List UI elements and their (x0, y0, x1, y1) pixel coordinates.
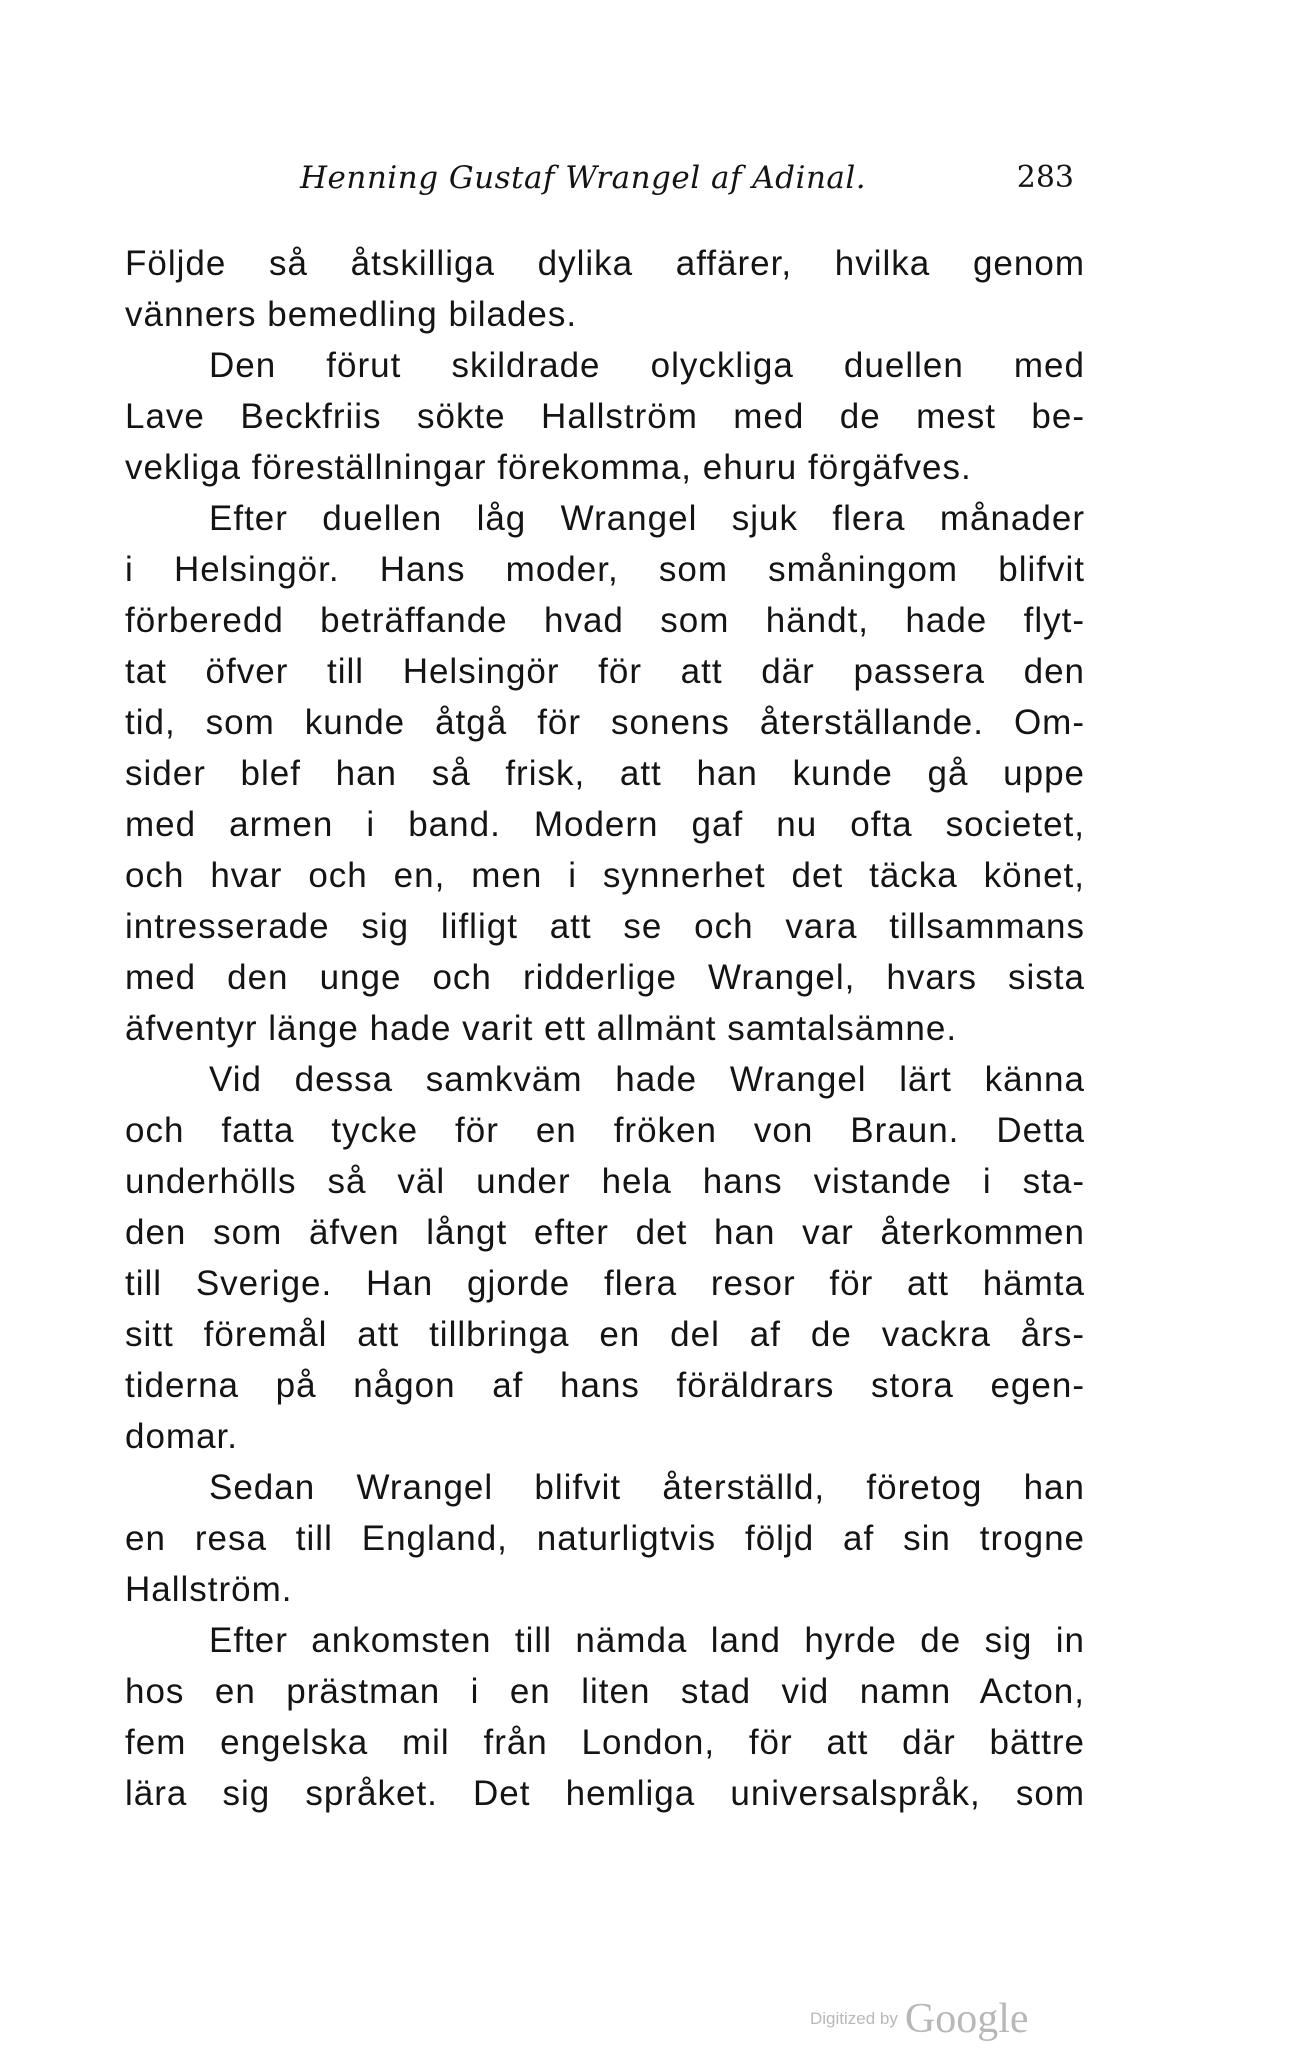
text-line: och hvar och en, men i synnerhet det täcka könet, (125, 856, 1085, 895)
text-line: Den förut skildrade olyckliga duellen med (209, 346, 1085, 385)
text-line: med armen i band. Modern gaf nu ofta societet, (125, 805, 1085, 844)
text-line: intresserade sig lifligt att se och vara tillsammans (125, 907, 1085, 946)
text-line: vekliga föreställningar förekomma, ehuru förgäfves. (125, 448, 972, 487)
body-text (125, 238, 1085, 1819)
text-line: sider blef han så frisk, att han kunde gå uppe (125, 754, 1085, 793)
text-line: och fatta tycke för en fröken von Braun. Detta (125, 1111, 1085, 1150)
text-line: en resa till England, naturligtvis följd af sin trogne (125, 1519, 1085, 1558)
text-line: tiderna på någon af hans föräldrars stora egen- (125, 1366, 1085, 1405)
text-line: till Sverige. Han gjorde flera resor för att hämta (125, 1264, 1085, 1303)
text-line: förberedd beträffande hvad som händt, hade flyt- (125, 601, 1085, 640)
watermark-label: Digitized by (810, 2009, 898, 2028)
text-line: med den unge och ridderlige Wrangel, hvars sista (125, 958, 1085, 997)
text-line: Hallström. (125, 1570, 293, 1609)
text-line: hos en prästman i en liten stad vid namn Acton, (125, 1672, 1085, 1711)
text-line: tat öfver till Helsingör för att där passera den (125, 652, 1085, 691)
text-line: i Helsingör. Hans moder, som småningom blifvit (125, 550, 1085, 589)
text-line: den som äfven långt efter det han var återkommen (125, 1213, 1085, 1252)
text-line: domar. (125, 1417, 238, 1456)
text-line: underhölls så väl under hela hans vistande i sta- (125, 1162, 1085, 1201)
text-line: vänners bemedling bilades. (125, 295, 578, 334)
digitized-by-google-watermark (810, 1995, 1029, 2043)
text-line: Sedan Wrangel blifvit återställd, företog han (209, 1468, 1085, 1507)
text-line: sitt föremål att tillbringa en del af de vackra års- (125, 1315, 1085, 1354)
text-line: tid, som kunde åtgå för sonens återställande. Om- (125, 703, 1085, 742)
page-number: 283 (1016, 160, 1074, 195)
text-line: Följde så åtskilliga dylika affärer, hvilka genom (125, 244, 1085, 283)
running-title: Henning Gustaf Wrangel af Adinal. (300, 160, 867, 196)
text-line: Vid dessa samkväm hade Wrangel lärt känna (209, 1060, 1085, 1099)
google-wordmark: Google (904, 1996, 1029, 2042)
text-line: äfventyr länge hade varit ett allmänt samtalsämne. (125, 1009, 958, 1048)
page-header (130, 160, 1074, 212)
text-line: Efter duellen låg Wrangel sjuk flera månader (209, 499, 1085, 538)
text-line: Lave Beckfriis sökte Hallström med de mest be- (125, 397, 1085, 436)
text-line: Efter ankomsten till nämda land hyrde de sig in (209, 1621, 1085, 1660)
text-line: lära sig språket. Det hemliga universalspråk, som (125, 1774, 1085, 1813)
text-line: fem engelska mil från London, för att där bättre (125, 1723, 1085, 1762)
